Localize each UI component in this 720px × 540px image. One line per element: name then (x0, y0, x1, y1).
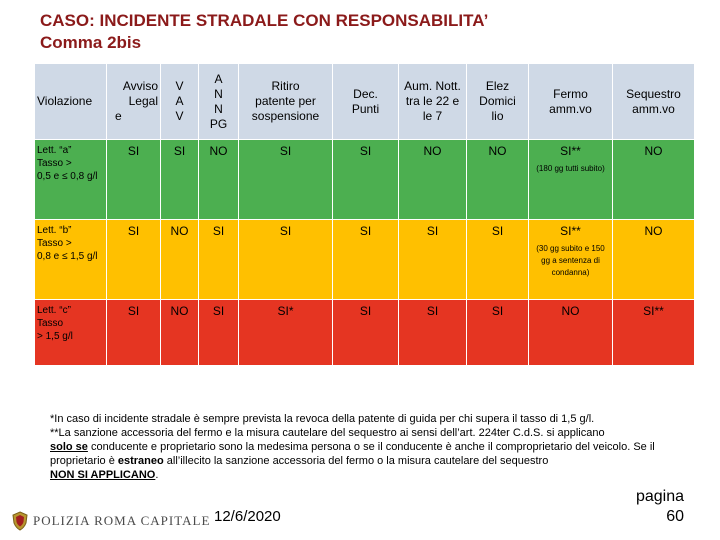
cell-vav: NO (161, 300, 199, 366)
cell-violazione: Lett. “a” Tasso > 0,5 e ≤ 0,8 g/l (35, 140, 107, 220)
cell-fermo: SI** (30 gg subito e 150 gg a sentenza di condanna) (529, 220, 613, 300)
header-sequestro: Sequestro amm.vo (613, 64, 695, 140)
cell-ann: SI (199, 300, 239, 366)
footnote-1: *In caso di incidente stradale è sempre prevista la revoca della patente di guida per chi supera il tasso di 1,5 g/l. (50, 413, 595, 425)
cell-elez: NO (467, 140, 529, 220)
page-title (40, 10, 680, 54)
cell-vav: SI (161, 140, 199, 220)
header-ritiro: Ritiro patente per sospensione (239, 64, 333, 140)
cell-sequestro: NO (613, 220, 695, 300)
cell-aum: SI (399, 300, 467, 366)
cell-violazione: Lett. “c” Tasso > 1,5 g/l (35, 300, 107, 366)
title-line-2: Comma 2bis (40, 33, 142, 52)
table-row (35, 140, 695, 220)
cell-aum: NO (399, 140, 467, 220)
header-fermo: Fermo amm.vo (529, 64, 613, 140)
cell-elez: SI (467, 220, 529, 300)
fermo-note: (180 gg tutti subito) (536, 164, 605, 173)
footnote-2: **La sanzione accessoria del fermo e la misura cautelare del sequestro ai sensi dell’art. 224ter C.d.S. si applicano solo se conducente e proprietario sono la medesima persona o se il conducente è anche il comproprietario del veicolo. Se il proprietario è estraneo all’illecito la sanzione accessoria del fermo o la misura cautelare del sequestro NON SI APPLICANO. (50, 427, 655, 481)
cell-sequestro: NO (613, 140, 695, 220)
page-number: pagina 60 (635, 488, 684, 525)
table-header-row (35, 64, 695, 140)
cell-sequestro: SI** (613, 300, 695, 366)
cell-avviso: SI (107, 220, 161, 300)
cell-ritiro: SI (239, 220, 333, 300)
header-vav: V A V (161, 64, 199, 140)
header-avviso-legale: Avviso Legal e (107, 64, 161, 140)
cell-ann: SI (199, 220, 239, 300)
cell-fermo: NO (529, 300, 613, 366)
cell-violazione: Lett. “b” Tasso > 0,8 e ≤ 1,5 g/l (35, 220, 107, 300)
sanctions-table (34, 63, 695, 366)
header-violazione: Violazione (35, 64, 107, 140)
cell-aum: SI (399, 220, 467, 300)
cell-dec: SI (333, 140, 399, 220)
crest-icon (12, 511, 28, 531)
cell-avviso: SI (107, 140, 161, 220)
cell-vav: NO (161, 220, 199, 300)
footnotes (50, 412, 700, 482)
header-aum-nott: Aum. Nott. tra le 22 e le 7 (399, 64, 467, 140)
cell-dec: SI (333, 300, 399, 366)
cell-dec: SI (333, 220, 399, 300)
cell-elez: SI (467, 300, 529, 366)
date: 12/6/2020 (214, 508, 281, 525)
table-row (35, 300, 695, 366)
header-elez-domicilio: Elez Domici lio (467, 64, 529, 140)
cell-ann: NO (199, 140, 239, 220)
fermo-note: (30 gg subito e 150 gg a sentenza di condanna) (536, 244, 605, 277)
cell-ritiro: SI (239, 140, 333, 220)
cell-ritiro: SI* (239, 300, 333, 366)
cell-fermo: SI** (180 gg tutti subito) (529, 140, 613, 220)
cell-avviso: SI (107, 300, 161, 366)
header-annpg: A N N PG (199, 64, 239, 140)
table-row (35, 220, 695, 300)
title-line-1: CASO: INCIDENTE STRADALE CON RESPONSABILITA’ (40, 11, 489, 30)
header-dec-punti: Dec. Punti (333, 64, 399, 140)
logo (12, 511, 210, 531)
logo-text: POLIZIA ROMA CAPITALE (33, 513, 211, 528)
